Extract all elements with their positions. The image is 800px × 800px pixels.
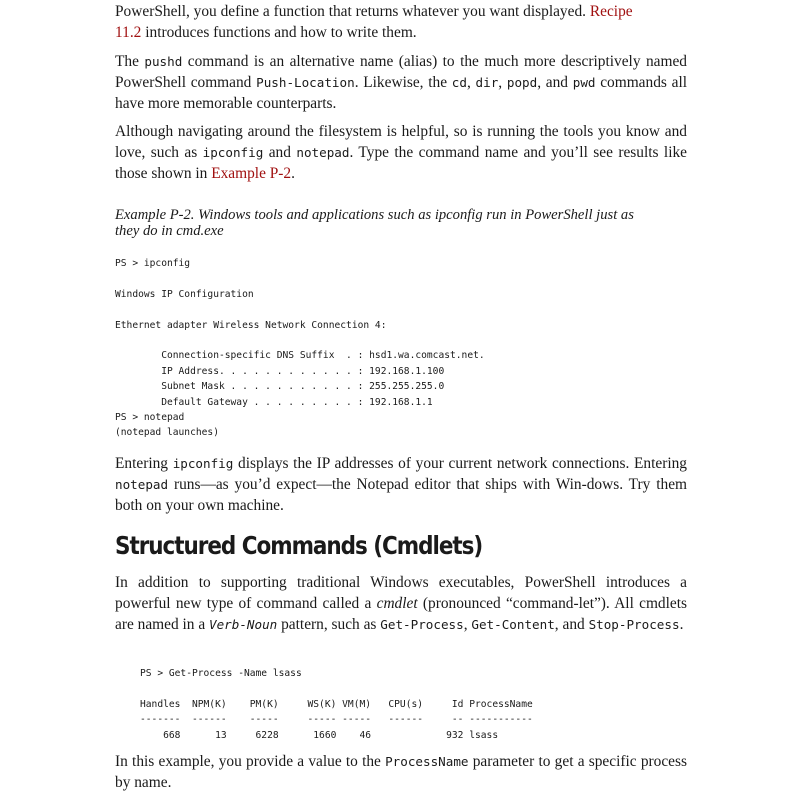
inline-code: Stop-Process	[588, 617, 680, 632]
recipe-number-link[interactable]: 11.2	[115, 24, 142, 41]
example-link[interactable]: Example P-2	[211, 165, 292, 182]
inline-code: ProcessName	[385, 754, 469, 769]
code-listing-get-process: PS > Get-Process -Name lsass Handles NPM(K) PM(K) WS(K) VM(M) CPU(s) Id ProcessName ------- ------ ----- ----- ----- ------ -- ----------- 668 13 6228 1660 46 932 lsass	[140, 668, 533, 741]
paragraph-cmdlets	[115, 572, 687, 635]
section-heading: Structured Commands (Cmdlets)	[115, 531, 483, 560]
inline-code: ipconfig	[202, 145, 264, 160]
recipe-link[interactable]: Recipe	[589, 3, 633, 20]
text: The	[115, 53, 145, 70]
text: ,	[498, 74, 507, 91]
text: commands all have more memorable counterparts.	[115, 74, 687, 112]
text: In this example, you provide a value to the	[115, 753, 386, 770]
paragraph-entering	[115, 453, 687, 516]
text: .	[291, 165, 295, 182]
paragraph-text: introduces functions and how to write them.	[141, 24, 417, 41]
text: parameter to get a specific process by name.	[115, 753, 687, 791]
inline-code: popd	[506, 75, 538, 90]
inline-code: cd	[451, 75, 467, 90]
inline-code: pwd	[572, 75, 596, 90]
inline-code: notepad	[115, 477, 169, 492]
text: , and	[537, 74, 573, 91]
text: In addition to supporting traditional Windows executables, PowerShell introduces a powerful new type of command called a	[115, 574, 687, 612]
inline-code: Push-Location	[256, 75, 355, 90]
inline-code-italic: Verb-Noun	[209, 617, 278, 632]
text: runs—as you’d expect—the Notepad editor that ships with Win-dows. Try them both on your own machine.	[115, 476, 687, 514]
inline-code: Get-Content	[471, 617, 555, 632]
text: (pronounced “command-let”). All cmdlets are named in a	[115, 595, 687, 633]
code-listing-ipconfig: PS > ipconfig Windows IP Configuration Ethernet adapter Wireless Network Connection 4: Connection-specific DNS Suffix . : hsd1.wa.comcast.net. IP Address. . . . . . . . . . . . : 192.168.1.100 Subnet Mask . . . . . . . . . . . : 255.255.255.0 Default Gateway . . . . . . . . . : 192.168.1.1 PS > notepad (notepad launches)	[115, 258, 485, 439]
text: . Type the command name and you’ll see results like those shown in	[115, 144, 688, 182]
paragraph-functions	[115, 1, 687, 43]
text: ,	[463, 616, 472, 633]
text: Entering	[115, 455, 173, 472]
paragraph-tools	[115, 121, 687, 184]
text: pattern, such as	[277, 616, 381, 633]
inline-code: Get-Process	[380, 617, 464, 632]
text: , and	[554, 616, 589, 633]
text: .	[679, 616, 684, 633]
text: command is an alternative name (alias) to the much more descriptively named PowerShell command	[115, 53, 687, 91]
paragraph-aliases	[115, 51, 687, 114]
example-caption	[115, 207, 687, 239]
text: Although navigating around the filesystem is helpful, so is running the tools you know and love, such as	[115, 123, 687, 161]
inline-code: dir	[475, 75, 499, 90]
inline-code: ipconfig	[172, 456, 234, 471]
text: displays the IP addresses of your current network connections. Entering	[233, 455, 687, 472]
text: and	[263, 144, 297, 161]
caption-line: they do in cmd.exe	[115, 223, 224, 239]
paragraph-example-explanation	[115, 751, 687, 793]
emphasis: cmdlet	[376, 595, 418, 612]
text: . Likewise, the	[354, 74, 452, 91]
inline-code: pushd	[144, 54, 183, 69]
paragraph-text: PowerShell, you define a function that returns whatever you want displayed.	[115, 3, 590, 20]
text: ,	[466, 74, 476, 91]
inline-code: notepad	[296, 145, 350, 160]
caption-line: Example P-2. Windows tools and applications such as ipconfig run in PowerShell just as	[115, 207, 634, 223]
